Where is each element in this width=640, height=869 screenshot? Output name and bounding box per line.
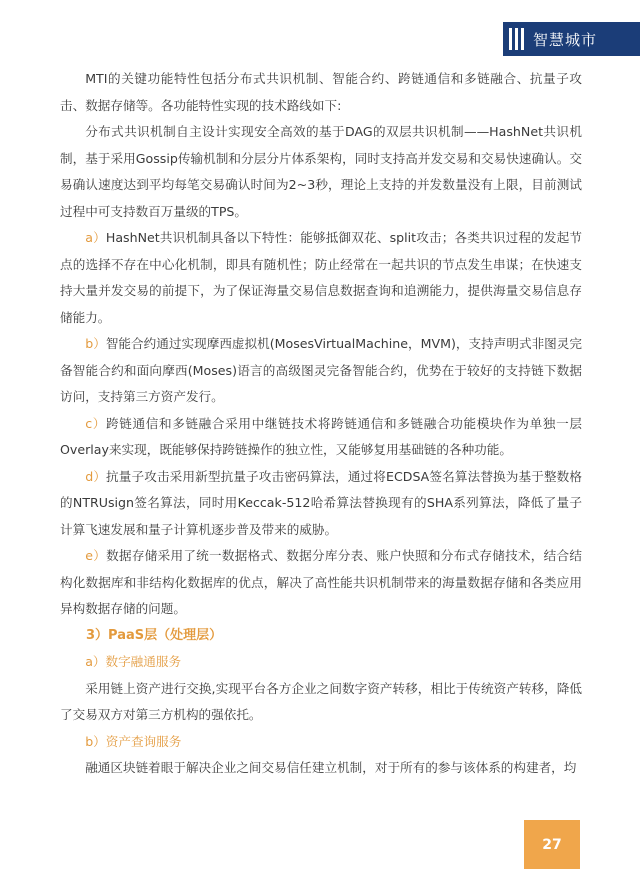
item-b-text: 智能合约通过实现摩西虚拟机(MosesVirtualMachine，MVM)，支持声明式非图灵完备智能合约和面向摩西(Moses)语言的高级图灵完备智能合约，优势在于较好的支持链下数据访问，支持第三方资产发行。 [60,336,582,404]
paragraph-item-e [60,543,582,623]
header-title: 智慧城市 [533,30,598,49]
paragraph-consensus: 分布式共识机制自主设计实现安全高效的基于DAG的双层共识机制——HashNet共识机制，基于采用Gossip传输机制和分层分片体系架构，同时支持高并发交易和交易快速确认。交易确认速度达到平均每笔交易确认时间为2~3秒，理论上支持的并发数量没有上限，目前测试过程中可支持数百万量级的TPS。 [60,124,582,219]
item-e-text: 数据存储采用了统一数据格式、数据分库分表、账户快照和分布式存储技术，结合结构化数据库和非结构化数据库的优点，解决了高性能共识机制带来的海量数据存储和各类应用异构数据存储的问题。 [60,548,583,616]
paragraph-item-a [60,225,582,331]
paragraph-item-c [60,411,582,464]
item-a-text: HashNet共识机制具备以下特性：能够抵御双花、split攻击；各类共识过程的发起节点的选择不存在中心化机制，即具有随机性；防止经常在一起共识的节点发生串谋；在快速支持大量并发交易的前提下，为了保证海量交易信息数据查询和追溯能力，提供海量交易信息存储能力。 [60,230,582,325]
item-a-marker: a） [85,230,106,245]
subheading-asset-query: b）资产查询服务 [85,733,182,749]
item-d-text: 抗量子攻击采用新型抗量子攻击密码算法，通过将ECDSA签名算法替换为基于整数格的NTRUsign签名算法，同时用Keccak-512哈希算法替换现有的SHA系列算法，降低了量子计算飞速发展和量子计算机逐步普及带来的威胁。 [60,468,582,537]
paragraph-digital-service: 采用链上资产进行交换,实现平台各方企业之间数字资产转移，相比于传统资产转移，降低了交易双方对第三方机构的强依托。 [60,680,582,722]
item-c-marker: c） [85,415,106,431]
item-e-marker: e） [85,548,107,563]
header-stripes-decoration [509,28,524,50]
item-c-text: 跨链通信和多链融合采用中继链技术将跨链通信和多链融合功能模块作为单独一层Overlay来实现，既能够保持跨链操作的独立性，又能够复用基础链的各种功能。 [60,415,582,457]
paragraph-item-d [60,464,582,544]
paragraph-intro: MTI的关键功能特性包括分布式共识机制、智能合约、跨链通信和多链融合、抗量子攻击、数据存储等。各功能特性实现的技术路线如下: [60,71,582,113]
item-b-marker: b） [85,336,106,351]
subheading-digital-service: a）数字融通服务 [85,654,182,669]
section-heading-paas: 3）PaaS层（处理层） [86,627,223,643]
item-d-marker: d） [85,468,107,484]
document-body [60,66,582,782]
paragraph-asset-query: 融通区块链着眼于解决企业之间交易信任建立机制，对于所有的参与该体系的构建者，均 [85,760,577,775]
page-number: 27 [542,836,562,853]
header-bar [503,22,640,56]
page-number-box [524,820,580,869]
paragraph-item-b [60,331,582,411]
